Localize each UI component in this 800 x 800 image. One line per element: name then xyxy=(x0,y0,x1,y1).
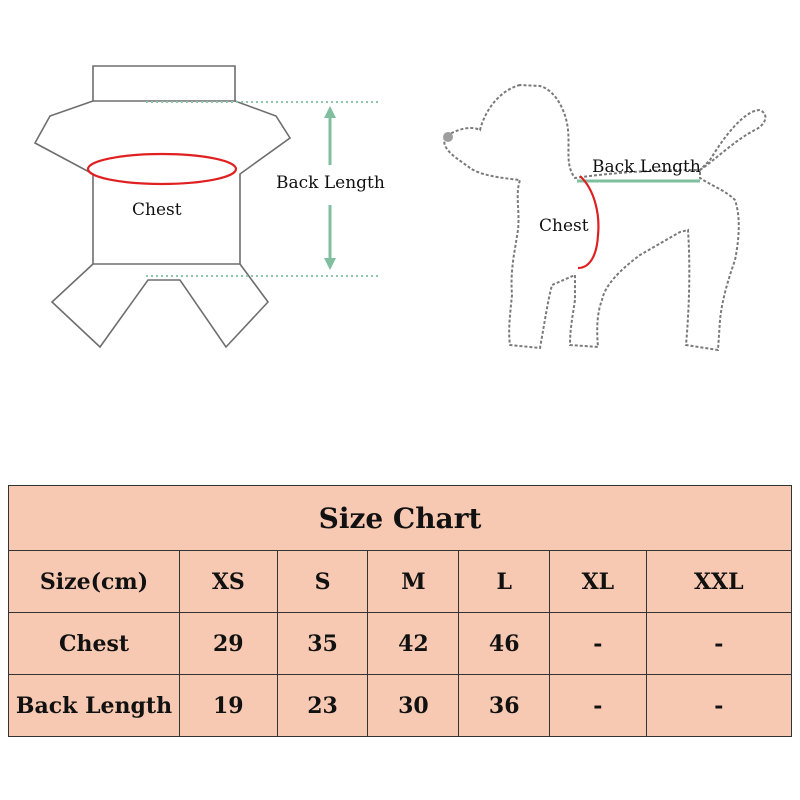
chest-m: 42 xyxy=(368,613,459,675)
back-length-s: 23 xyxy=(277,675,368,737)
size-header-xs: XS xyxy=(180,551,278,613)
back-length-xxl: - xyxy=(646,675,791,737)
dog-back-length-label: Back Length xyxy=(592,157,701,177)
size-header-s: S xyxy=(277,551,368,613)
dog-chest-label: Chest xyxy=(539,216,589,236)
size-chart-title: Size Chart xyxy=(9,486,792,551)
size-header-l: L xyxy=(459,551,550,613)
back-length-xs: 19 xyxy=(180,675,278,737)
garment-chest-label: Chest xyxy=(132,200,182,220)
chest-l: 46 xyxy=(459,613,550,675)
size-header-xl: XL xyxy=(550,551,646,613)
dog-nose-marker xyxy=(443,132,453,142)
dog-outline xyxy=(444,85,765,350)
size-chart-table xyxy=(8,485,792,737)
size-header-xxl: XXL xyxy=(646,551,791,613)
back-length-m: 30 xyxy=(368,675,459,737)
back-length-l: 36 xyxy=(459,675,550,737)
size-header-row xyxy=(9,551,792,613)
back-length-row xyxy=(9,675,792,737)
chest-xs: 29 xyxy=(180,613,278,675)
size-chart-title-row xyxy=(9,486,792,551)
back-length-row-label: Back Length xyxy=(9,675,180,737)
chest-s: 35 xyxy=(277,613,368,675)
garment-back-length-label: Back Length xyxy=(276,173,385,193)
chest-xl: - xyxy=(550,613,646,675)
size-header-label: Size(cm) xyxy=(9,551,180,613)
chest-xxl: - xyxy=(646,613,791,675)
size-header-m: M xyxy=(368,551,459,613)
chest-row xyxy=(9,613,792,675)
chest-row-label: Chest xyxy=(9,613,180,675)
back-length-xl: - xyxy=(550,675,646,737)
